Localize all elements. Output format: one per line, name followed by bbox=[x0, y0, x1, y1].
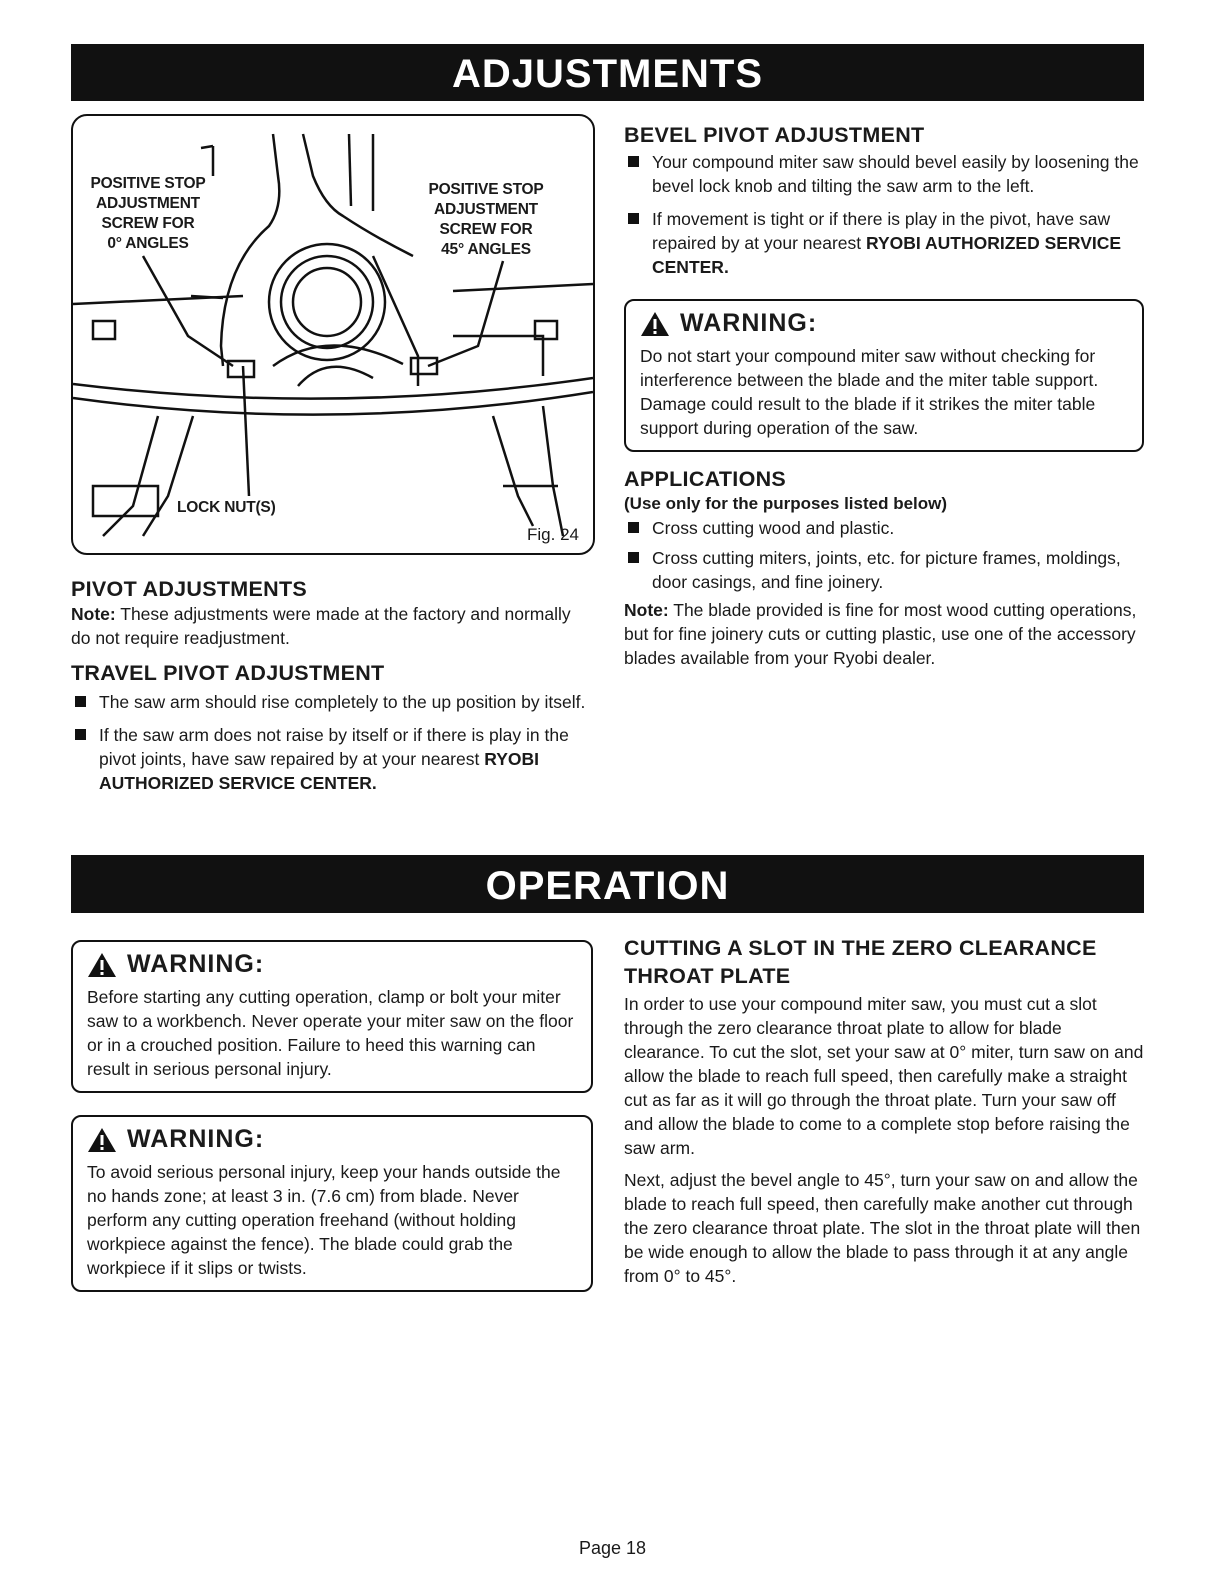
bullet-icon bbox=[628, 213, 639, 224]
slot-paragraph-1: In order to use your compound miter saw, you must cut a slot through the zero clearance throat plate to allow for blade clearance. To cut the slot, set your saw at 0° miter, turn saw on and allow the blade to reach full speed, then carefully make a straight cut as far as it will go through the throat plate. Turn your saw off and allow the blade to come to a complete stop before raising the saw arm. bbox=[624, 994, 1144, 1158]
label-positive-stop-45: POSITIVE STOP ADJUSTMENT SCREW FOR 45° ANGLES bbox=[428, 181, 544, 258]
warning-triangle-icon bbox=[640, 311, 670, 337]
list-item: If movement is tight or if there is play in the pivot, have saw repaired by at your nearest RYOBI AUTHORIZED SERVICE CENTER. bbox=[624, 207, 1144, 279]
right-column-adjustments bbox=[624, 114, 1144, 670]
warning-box-hands bbox=[71, 1115, 593, 1292]
warning-text: Do not start your compound miter saw without checking for interference between the blade and the miter table support. Damage could result to the blade if it strikes the miter table support during operation of the saw. bbox=[640, 346, 1099, 438]
slot-heading: CUTTING A SLOT IN THE ZERO CLEARANCE THROAT PLATE bbox=[624, 936, 1097, 988]
warning-triangle-icon bbox=[87, 1127, 117, 1153]
applications-note: Note: The blade provided is fine for most wood cutting operations, but for fine joinery cuts or cutting plastic, use one of the accessory blades available from your Ryobi dealer. bbox=[624, 600, 1137, 668]
right-column-operation bbox=[624, 934, 1144, 1288]
adjustments-banner: ADJUSTMENTS bbox=[71, 44, 1144, 101]
warning-box-clamp bbox=[71, 940, 593, 1093]
list-item: The saw arm should rise completely to the up position by itself. bbox=[71, 690, 593, 714]
warning-text: Before starting any cutting operation, clamp or bolt your miter saw to a workbench. Never operate your miter saw on the floor or in a crouched position. Failure to heed this warning can result in serious personal injury. bbox=[87, 987, 574, 1079]
left-column-operation bbox=[71, 940, 593, 1292]
warning-text: To avoid serious personal injury, keep your hands outside the no hands zone; at least 3 in. (7.6 cm) from blade. Never perform any cutting operation freehand (without holding workpiece against the fence). The blade could grab the workpiece if it slips or twists. bbox=[87, 1162, 561, 1278]
bullet-icon bbox=[628, 522, 639, 533]
warning-title: WARNING: bbox=[680, 309, 818, 337]
bullet-icon bbox=[628, 552, 639, 563]
bevel-pivot-heading: BEVEL PIVOT ADJUSTMENT bbox=[624, 123, 925, 147]
list-item: Cross cutting wood and plastic. bbox=[624, 516, 1144, 540]
page-number: Page 18 bbox=[578, 1538, 647, 1558]
applications-subheading: (Use only for the purposes listed below) bbox=[624, 494, 948, 513]
list-item: Your compound miter saw should bevel easily by loosening the bevel lock knob and tilting the saw arm to the left. bbox=[624, 150, 1144, 198]
bevel-pivot-list bbox=[624, 150, 1144, 279]
warning-title: WARNING: bbox=[127, 950, 265, 978]
travel-pivot-list bbox=[71, 690, 593, 795]
bullet-icon bbox=[75, 729, 86, 740]
pivot-adjustments-heading: PIVOT ADJUSTMENTS bbox=[71, 577, 308, 601]
label-lock-nuts: LOCK NUT(S) bbox=[177, 499, 276, 516]
warning-triangle-icon bbox=[87, 952, 117, 978]
figure-24 bbox=[71, 114, 595, 555]
applications-list bbox=[624, 516, 1144, 594]
bullet-icon bbox=[628, 156, 639, 167]
travel-pivot-heading: TRAVEL PIVOT ADJUSTMENT bbox=[71, 661, 385, 685]
left-column-adjustments bbox=[71, 114, 593, 804]
figure-number: Fig. 24 bbox=[527, 525, 579, 544]
label-positive-stop-0: POSITIVE STOP ADJUSTMENT SCREW FOR 0° ANGLES bbox=[90, 175, 206, 252]
warning-title: WARNING: bbox=[127, 1125, 265, 1153]
slot-paragraph-2: Next, adjust the bevel angle to 45°, turn your saw on and allow the blade to reach full speed, then carefully make another cut through the zero clearance throat plate. The slot in the throat plate will then be wide enough to allow the blade to pass through it at any angle from 0° to 45°. bbox=[624, 1170, 1141, 1286]
warning-box-interference bbox=[624, 299, 1144, 452]
applications-heading: APPLICATIONS bbox=[624, 467, 787, 491]
list-item: If the saw arm does not raise by itself or if there is play in the pivot joints, have saw repaired by at your nearest RYOBI AUTHORIZED SERVICE CENTER. bbox=[71, 723, 593, 795]
list-item: Cross cutting miters, joints, etc. for picture frames, moldings, door casings, and fine joinery. bbox=[624, 546, 1144, 594]
bullet-icon bbox=[75, 696, 86, 707]
pivot-note: Note: These adjustments were made at the factory and normally do not require readjustment. bbox=[71, 604, 571, 648]
operation-banner: OPERATION bbox=[71, 855, 1144, 913]
